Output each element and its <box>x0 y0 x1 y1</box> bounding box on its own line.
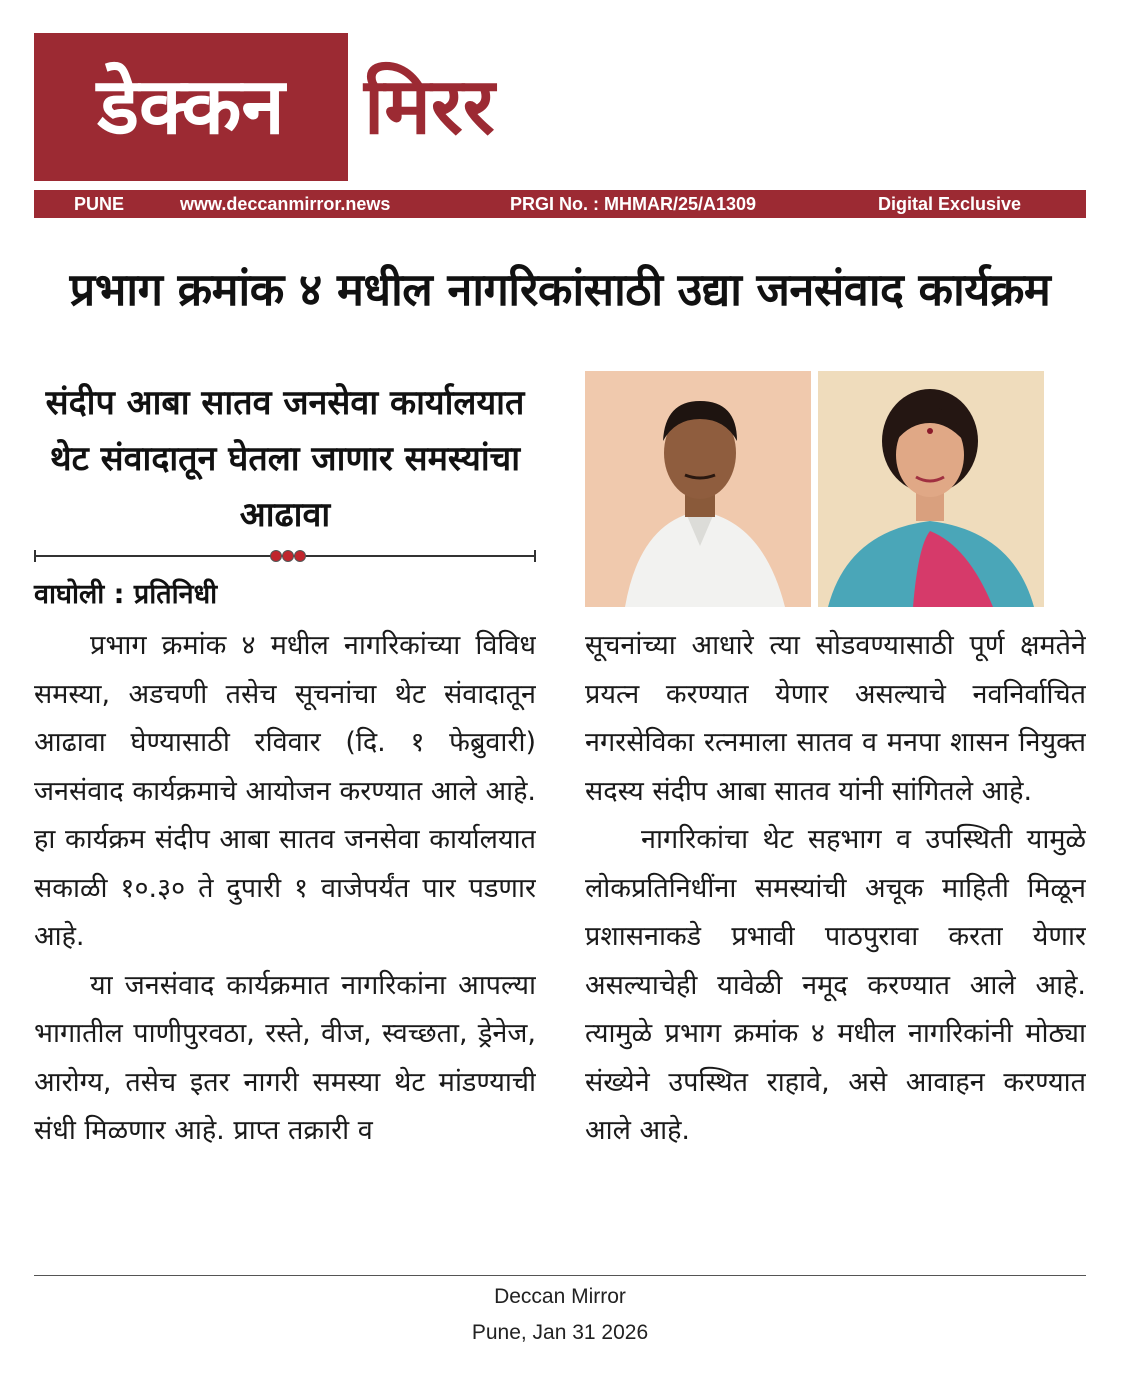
article-paragraph: सूचनांच्या आधारे त्या सोडवण्यासाठी पूर्ण क्षमतेने प्रयत्न करण्यात येणार असल्याचे नवनिर्वाचित नगरसेविका रत्नमाला सातव व मनपा शासन नियुक्त सदस्य संदीप आबा सातव यांनी सांगितले आहे. <box>585 630 1086 807</box>
divider-dot-center <box>282 550 294 562</box>
article-column-right <box>585 622 1086 1262</box>
masthead-title-left: डेक्कन <box>97 62 285 152</box>
man-portrait-illustration <box>585 371 811 607</box>
masthead-title-right: मिरर <box>364 62 495 152</box>
footer-place-date: Pune, Jan 31 2026 <box>471 1321 649 1344</box>
divider-dot-right <box>294 550 306 562</box>
edition-label: Digital Exclusive <box>878 194 1022 214</box>
divider-cap-left <box>34 550 36 562</box>
info-bar <box>34 190 1086 218</box>
dateline: वाघोली : प्रतिनिधी <box>34 579 218 610</box>
prgi-number: PRGI No. : MHMAR/25/A1309 <box>510 194 757 214</box>
divider-dot-left <box>270 550 282 562</box>
footer-publication: Deccan Mirror <box>494 1285 626 1308</box>
subheadline: संदीप आबा सातव जनसेवा कार्यालयात थेट संवादातून घेतला जाणार समस्यांचा आढावा <box>45 383 525 535</box>
article-paragraph: या जनसंवाद कार्यक्रमात नागरिकांना आपल्या भागातील पाणीपुरवठा, रस्ते, वीज, स्वच्छता, ड्रेनेज, आरोग्य, तसेच इतर नागरी समस्या थेट मांडण्याची संधी मिळणार आहे. प्राप्त तक्रारी व <box>34 969 536 1146</box>
city-label: PUNE <box>74 194 125 214</box>
website-link[interactable]: www.deccanmirror.news <box>180 194 391 214</box>
woman-portrait-photo <box>818 371 1044 607</box>
man-portrait-photo <box>585 371 811 607</box>
ornamental-divider <box>34 546 536 566</box>
article-column-left <box>34 622 536 1272</box>
divider-cap-right <box>534 550 536 562</box>
article-paragraph: प्रभाग क्रमांक ४ मधील नागरिकांच्या विविध समस्या, अडचणी तसेच सूचनांचा थेट संवादातून आढावा घेण्यासाठी रविवार (दि. १ फेब्रुवारी) जनसंवाद कार्यक्रमाचे आयोजन करण्यात आले आहे. हा कार्यक्रम संदीप आबा सातव जनसेवा कार्यालयात सकाळी १०.३० ते दुपारी १ वाजेपर्यंत पार पडणार आहे. <box>34 630 536 952</box>
article-paragraph: नागरिकांचा थेट सहभाग व उपस्थिती यामुळे लोकप्रतिनिधींना समस्यांची अचूक माहिती मिळून प्रशासनाकडे प्रभावी पाठपुरावा करता येणार असल्याचेही यावेळी नमूद करण्यात आले आहे. त्यामुळे प्रभाग क्रमांक ४ मधील नागरिकांनी मोठ्या संख्येने उपस्थित राहावे, असे आवाहन करण्यात आले आहे. <box>585 824 1086 1146</box>
headline: प्रभाग क्रमांक ४ मधील नागरिकांसाठी उद्या जनसंवाद कार्यक्रम <box>69 263 1051 316</box>
footer-rule <box>34 1275 1086 1276</box>
woman-portrait-illustration <box>818 371 1044 607</box>
